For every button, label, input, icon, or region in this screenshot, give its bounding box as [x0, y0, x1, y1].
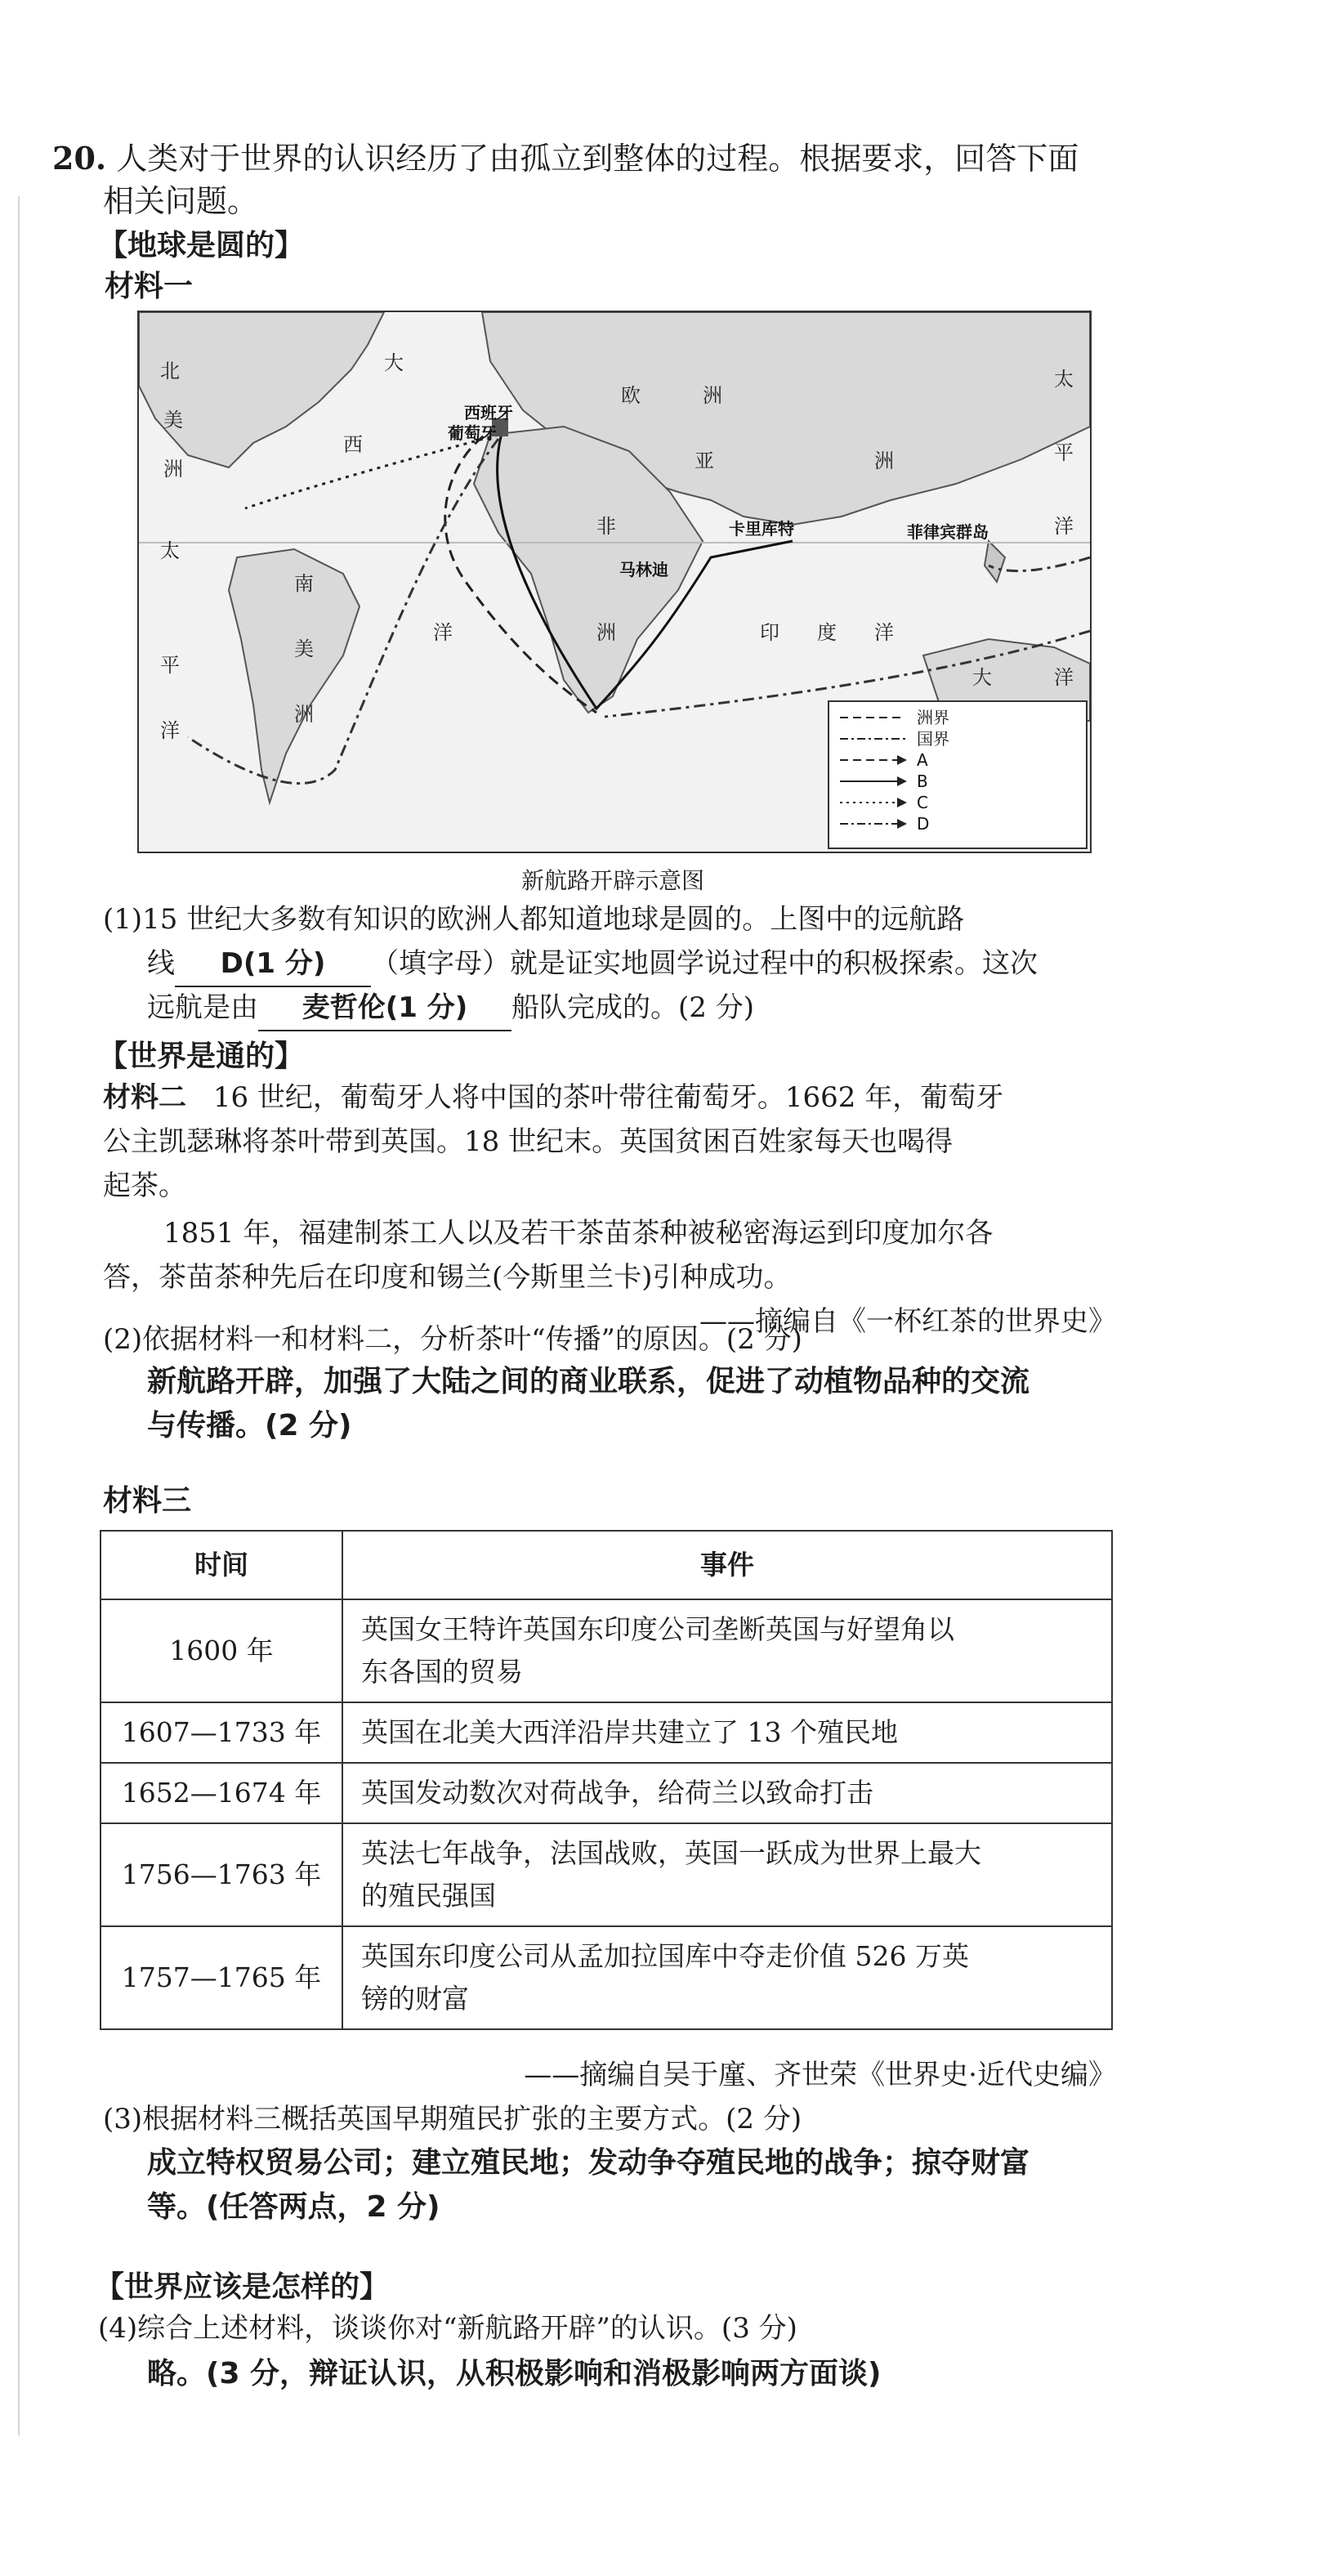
material3-source: ——摘编自吴于廑、齐世荣《世界史·近代史编》: [524, 2059, 1116, 2091]
event-line2: 东各国的贸易: [361, 1656, 523, 1688]
legend-label-2: A: [917, 750, 928, 770]
map-label-asia2: 洲: [874, 449, 894, 472]
table-row: [100, 1763, 1112, 1823]
question-intro-line2: 相关问题。: [103, 183, 259, 219]
event-line2: 镑的财富: [361, 1983, 469, 2015]
q3-answer-line1: 成立特权贸易公司；建立殖民地；发动争夺殖民地的战争；掠夺财富: [147, 2146, 1030, 2180]
question-intro-line1: 人类对于世界的认识经历了由孤立到整体的过程。根据要求，回答下面: [116, 141, 1079, 177]
legend-label-4: C: [917, 793, 928, 812]
map-label-yang3: 洋: [1054, 515, 1074, 538]
material2-p1-line3: 起茶。: [103, 1169, 186, 1202]
q1-line2-suffix: （填字母）就是证实地圆学说过程中的积极探索。这次: [371, 947, 1038, 980]
q1-answer2: 麦哲伦(1 分): [258, 986, 511, 1031]
table-cell-event: [342, 1702, 1112, 1763]
q1-line2: [147, 941, 1038, 987]
q1-line2-prefix: 线: [147, 947, 175, 980]
table-cell-time: 1607—1733 年: [100, 1702, 342, 1763]
event-line1: 英国发动数次对荷战争，给荷兰以致命打击: [361, 1777, 873, 1809]
q1-line3-suffix: 船队完成的。(2 分): [511, 991, 754, 1024]
map-label-america-n1: 美: [163, 409, 183, 432]
q1-line3: [147, 986, 754, 1031]
map-label-africa1: 非: [596, 515, 616, 538]
table-row: [100, 1823, 1112, 1926]
question-intro: [52, 137, 1079, 180]
legend-label-5: D: [917, 814, 930, 834]
map-label-portugal: 葡萄牙: [448, 423, 497, 443]
event-line1: 英国东印度公司从孟加拉国库中夺走价值 526 万英: [361, 1940, 969, 1972]
map-label-indian1: 印: [760, 621, 779, 644]
table-header-event: 事件: [342, 1531, 1112, 1599]
map-label-america-s2: 洲: [294, 703, 314, 726]
map-label-europe2: 洲: [703, 384, 722, 407]
table-cell-event: [342, 1926, 1112, 2029]
map-label-oceania2: 洋: [1054, 666, 1074, 689]
map-label-da1: 大: [384, 351, 404, 374]
page-edge-line: [18, 196, 20, 2435]
map-label-oceania1: 大: [972, 666, 992, 689]
map-drawing: [139, 312, 1090, 852]
q3-question: (3)根据材料三概括英国早期殖民扩张的主要方式。(2 分): [103, 2103, 802, 2135]
table-cell-event: [342, 1763, 1112, 1823]
material2-p1-line1: 16 世纪，葡萄牙人将中国的茶叶带往葡萄牙。1662 年，葡萄牙: [212, 1081, 1004, 1114]
map-label-africa2: 洲: [596, 621, 616, 644]
map-label-europe1: 欧: [621, 384, 641, 407]
map-label-ping2: 平: [1054, 441, 1074, 464]
material1-label: 材料一: [105, 270, 194, 303]
map-label-north: 北: [160, 360, 180, 382]
q4-answer: 略。(3 分，辩证认识，从积极影响和消极影响两方面谈): [147, 2357, 882, 2390]
event-line1: 英国在北美大西洋沿岸共建立了 13 个殖民地: [361, 1716, 898, 1748]
q3-answer-line2: 等。(任答两点，2 分): [147, 2190, 440, 2224]
map-label-xi1: 西: [343, 433, 363, 456]
q1-line1: (1)15 世纪大多数有知识的欧洲人都知道地球是圆的。上图中的远航路: [103, 903, 965, 936]
map-label-south: 南: [294, 572, 314, 595]
table-row: [100, 1599, 1112, 1702]
map-label-tai2: 太: [1054, 368, 1074, 391]
legend-label-1: 国界: [917, 729, 949, 749]
map-caption: 新航路开辟示意图: [520, 867, 704, 894]
q4-question: (4)综合上述材料，谈谈你对“新航路开辟”的认识。(3 分): [98, 2312, 797, 2345]
q1-line3-prefix: 远航是由: [147, 991, 258, 1024]
material2-p1: [103, 1076, 1116, 1120]
map-label-ping1: 平: [160, 654, 180, 677]
map-label-spain: 西班牙: [464, 403, 513, 423]
section1-heading: 【地球是圆的】: [98, 229, 305, 262]
map-legend: [829, 701, 1087, 848]
map-label-indian3: 洋: [874, 621, 894, 644]
route-map: [137, 311, 1092, 853]
table-cell-event: [342, 1599, 1112, 1702]
material2-p2-line2: 答，茶苗茶种先后在印度和锡兰(今斯里兰卡)引种成功。: [103, 1261, 792, 1294]
map-label-malindi: 马林迪: [619, 560, 668, 579]
table-cell-time: 1600 年: [100, 1599, 342, 1702]
q2-answer-line2: 与传播。(2 分): [147, 1409, 352, 1442]
map-label-america-n2: 洲: [163, 458, 183, 481]
event-line2: 的殖民强国: [361, 1880, 496, 1912]
event-line1: 英法七年战争，法国战败，英国一跃成为世界上最大: [361, 1837, 981, 1869]
q2-question: (2)依据材料一和材料二，分析茶叶“传播”的原因。(2 分): [103, 1323, 802, 1356]
legend-label-0: 洲界: [917, 708, 949, 727]
material3-label: 材料三: [103, 1484, 192, 1518]
map-label-america-s1: 美: [294, 637, 314, 660]
material2-p1-line2: 公主凯瑟琳将茶叶带到英国。18 世纪末。英国贫困百姓家每天也喝得: [103, 1125, 954, 1158]
table-header-time: 时间: [100, 1531, 342, 1599]
table-cell-time: 1757—1765 年: [100, 1926, 342, 2029]
material3-table: [100, 1530, 1113, 2030]
table-cell-time: 1652—1674 年: [100, 1763, 342, 1823]
map-label-yang1: 洋: [160, 719, 180, 742]
map-label-yang2: 洋: [433, 621, 453, 644]
event-line1: 英国女王特许英国东印度公司垄断英国与好望角以: [361, 1613, 954, 1645]
material2-label: 材料二: [103, 1081, 186, 1114]
material2-p2-line1: 1851 年，福建制茶工人以及若干茶苗茶种被秘密海运到印度加尔各: [163, 1217, 994, 1250]
table-cell-time: 1756—1763 年: [100, 1823, 342, 1926]
section4-heading: 【世界应该是怎样的】: [95, 2270, 390, 2304]
question-number: 20.: [52, 140, 107, 177]
map-label-asia1: 亚: [695, 449, 714, 472]
q2-answer-line1: 新航路开辟，加强了大陆之间的商业联系，促进了动植物品种的交流: [147, 1365, 1030, 1398]
map-label-philippines: 菲律宾群岛: [907, 522, 989, 542]
table-row: [100, 1702, 1112, 1763]
q1-answer1: D(1 分): [175, 941, 371, 987]
table-cell-event: [342, 1823, 1112, 1926]
map-label-indian2: 度: [817, 621, 837, 644]
table-row: [100, 1926, 1112, 2029]
legend-label-3: B: [917, 771, 928, 791]
section2-heading: 【世界是通的】: [98, 1040, 305, 1073]
table-header-row: [100, 1531, 1112, 1599]
map-label-calicut: 卡里库特: [729, 519, 794, 539]
material2-source: ——摘编自《一杯红茶的世界史》: [699, 1305, 1116, 1338]
map-label-tai1: 太: [160, 539, 180, 562]
